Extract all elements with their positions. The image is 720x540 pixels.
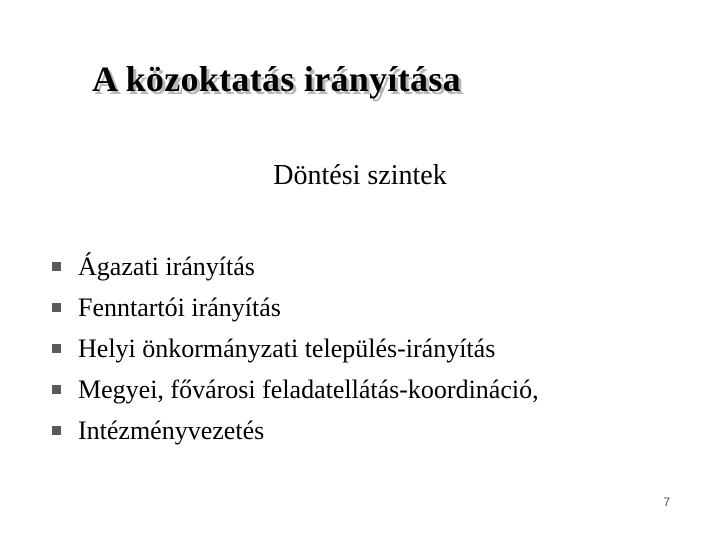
slide-subtitle: Döntési szintek <box>273 160 447 191</box>
slide-title: A közoktatás irányítása <box>92 59 461 99</box>
bullet-text: Intézményvezetés <box>78 415 265 445</box>
square-bullet-icon <box>52 303 61 312</box>
bullet-item <box>52 246 539 287</box>
square-bullet-icon <box>52 344 61 353</box>
bullet-item <box>52 410 539 451</box>
square-bullet-icon <box>52 262 61 271</box>
bullet-text: Megyei, fővárosi feladatellátás-koordináció, <box>78 374 539 404</box>
bullet-item <box>52 328 539 369</box>
slide-number: 7 <box>663 495 670 509</box>
bullet-text: Ágazati irányítás <box>78 251 255 281</box>
bullet-list <box>52 246 539 451</box>
bullet-text: Helyi önkormányzati település-irányítás <box>78 333 496 363</box>
bullet-item <box>52 369 539 410</box>
bullet-item <box>52 287 539 328</box>
bullet-text: Fenntartói irányítás <box>78 292 281 322</box>
square-bullet-icon <box>52 385 61 394</box>
square-bullet-icon <box>52 426 61 435</box>
